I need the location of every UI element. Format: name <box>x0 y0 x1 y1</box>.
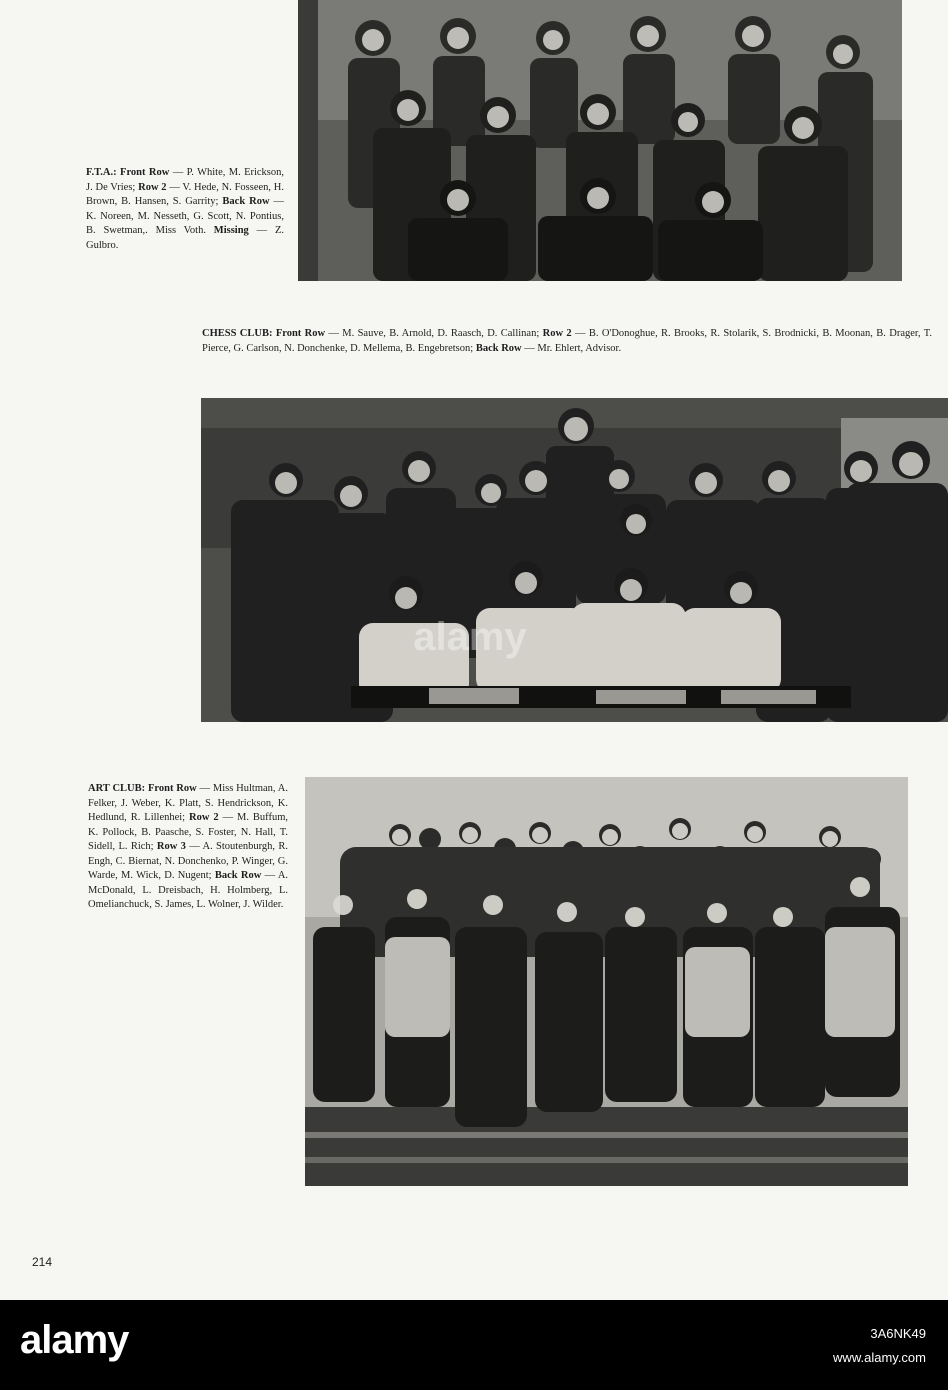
stock-footer-bar <box>0 1300 948 1390</box>
art-front-row-names: — Miss Hultman, A. Felker, J. Weber, K. Platt, S. Hendrickson, K. Hedlund, R. Lillenhei; <box>88 783 288 823</box>
image-id: 3A6NK49 <box>870 1326 926 1341</box>
chess-row2-names: — B. O'Donoghue, R. Brooks, R. Stolarik, S. Brodnicki, B. Moonan, B. Drager, T. Pierce, G. Carlson, N. Donchenke, D. Mellema, B. Engebretson; <box>202 328 933 354</box>
art-front-row-label: Front Row <box>147 783 197 794</box>
fta-group-photo <box>298 0 902 281</box>
alamy-watermark: alamy <box>413 615 527 659</box>
chess-club-group-photo <box>201 398 948 722</box>
art-row3-names: — A. Stoutenburgh, R. Engh, C. Biernat, N. Donchenko, P. Winger, G. Warde, M. Wick, D. Nugent; <box>88 841 288 881</box>
fta-missing-names: — Z. Gulbro. <box>86 225 284 251</box>
fta-back-row-names: — K. Noreen, M. Nesseth, G. Scott, N. Pontius, B. Swetman,. Miss Voth. <box>86 196 284 236</box>
art-club-group-photo <box>305 777 908 1186</box>
chess-title: CHESS CLUB: <box>202 328 273 339</box>
art-back-row-names: — A. McDonald, L. Dreisbach, H. Holmberg, L. Omelianchuck, S. James, L. Wolner, J. Wilder. <box>88 870 289 910</box>
fta-title: F.T.A.: <box>86 167 117 178</box>
alamy-logo: alamy <box>20 1318 129 1362</box>
art-row2-names: — M. Buffum, K. Pollock, B. Paasche, S. Foster, N. Hall, T. Sidell, L. Rich; <box>88 812 289 852</box>
art-caption <box>88 782 288 913</box>
art-row2-label: Row 2 <box>189 812 219 823</box>
fta-front-row-label: Front Row <box>120 167 170 178</box>
page-number: 214 <box>32 1255 53 1269</box>
footer-info <box>833 1322 926 1370</box>
chess-front-row-label: Front Row <box>275 328 326 339</box>
fta-row2-names: — V. Hede, N. Fosseen, H. Brown, B. Hansen, S. Garrity; <box>86 181 285 207</box>
chess-back-row-label: Back Row <box>475 342 522 354</box>
art-title: ART CLUB: <box>88 783 146 794</box>
footer-url: www.alamy.com <box>833 1350 926 1365</box>
fta-front-row-names: — P. White, M. Erickson, J. De Vries; <box>86 167 285 193</box>
fta-row2-label: Row 2 <box>138 181 167 193</box>
chess-front-row-names: — M. Sauve, B. Arnold, D. Raasch, D. Callinan; <box>328 328 540 339</box>
art-row3-label: Row 3 <box>156 841 186 852</box>
fta-back-row-label: Back Row <box>222 196 270 207</box>
art-back-row-label: Back Row <box>214 870 262 881</box>
chess-row2-label: Row 2 <box>542 328 572 339</box>
fta-caption <box>86 166 284 253</box>
chess-back-row-names: — Mr. Ehlert, Advisor. <box>524 342 622 354</box>
chess-caption <box>202 327 932 356</box>
fta-missing-label: Missing <box>213 225 249 236</box>
